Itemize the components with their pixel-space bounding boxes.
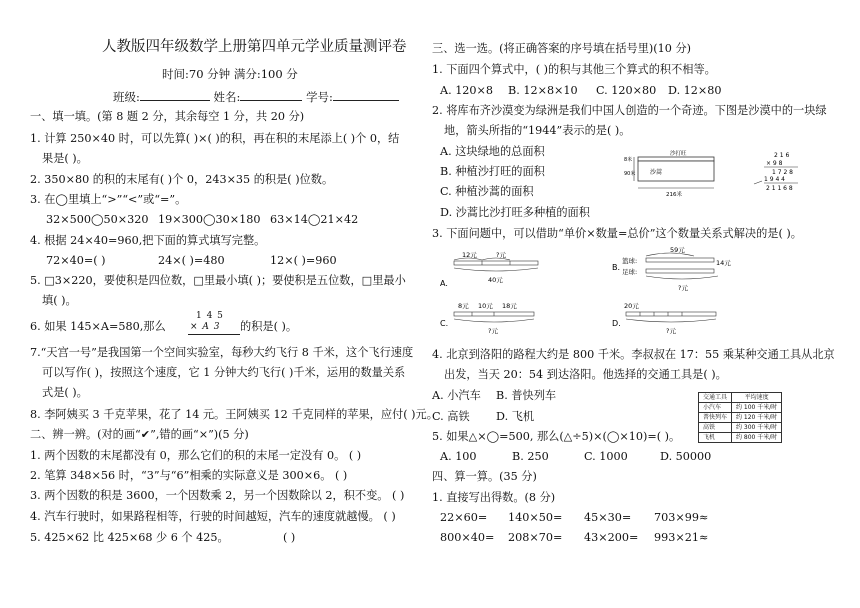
fig-side-bottom: 90米 — [624, 171, 636, 177]
judge-2: 2. 笔算 348×56 时，“3”与“6”相乘的实际意义是 300×6。 ( ) — [30, 469, 348, 482]
choice-1-opt-b: B. 12×8×10 — [508, 84, 578, 97]
diagram-a-l2: ?元 — [496, 251, 506, 259]
calc-item: 140×50= — [508, 511, 563, 524]
q7-line-2: 可以写作( )，按照这个速度，它 1 分钟大约飞行( )千米，运用的数量关系 — [42, 366, 406, 379]
calc-arrow-icon — [754, 181, 762, 184]
page-title: 人教版四年级数学上册第四单元学业质量测评卷 — [102, 39, 407, 55]
choice-4-line-2: 出发，当天 20：54 到达洛阳。他选择的交通工具是( )。 — [444, 368, 727, 381]
calc-row-2: × 9 8 — [766, 160, 783, 167]
choice-1-opt-a: A. 120×8 — [440, 84, 494, 97]
q3-item-1: 32×500◯50×320 — [46, 213, 149, 226]
calc-item: 800×40= — [440, 531, 495, 544]
section-2-title: 二、辨一辨。(对的画“✔”,错的画“×”)(5 分) — [30, 428, 249, 441]
q4-item-3: 12×( )=960 — [270, 254, 337, 267]
speed-table — [698, 392, 782, 443]
q4-item-2: 24×( )=480 — [158, 254, 225, 267]
diagram-c-l4: ?元 — [488, 327, 498, 335]
table-cell: 约 800 千米/时 — [732, 433, 782, 443]
q7-line-3: 式是( )。 — [42, 386, 88, 399]
diagram-c-letter: C. — [440, 319, 449, 328]
calc-row-5: 2 1 1 6 8 — [766, 185, 793, 192]
diagram-d-letter: D. — [612, 319, 621, 328]
q5-line-1: 5. □3×220，要使积是四位数，□里最小填( )；要使积是五位数，□里最小 — [30, 274, 406, 287]
diagram-b-l2: ?元 — [678, 284, 688, 292]
choice-2-line-2: 地，箭头所指的“1944”表示的是( )。 — [444, 124, 631, 137]
table-cell: 飞机 — [699, 433, 732, 443]
calc-item: 703×99≈ — [654, 511, 709, 524]
table-cell: 小汽车 — [699, 403, 732, 413]
name-blank[interactable] — [240, 89, 302, 101]
diagram-c-l1: 8元 — [458, 302, 469, 310]
calc-item: 993×21≈ — [654, 531, 709, 544]
q2: 2. 350×80 的积的末尾有( )个 0，243×35 的积是( )位数。 — [30, 173, 334, 186]
q8: 8. 李阿姨买 3 千克苹果，花了 14 元。王阿姨买 12 千克同样的苹果，应付( )元。 — [30, 408, 438, 421]
diagram-d-l2: ?元 — [666, 327, 676, 335]
name-label: 姓名: — [213, 90, 241, 104]
choice-5-opt-b: B. 250 — [512, 450, 549, 463]
calc-1-title: 1. 直接写出得数。(8 分) — [432, 491, 556, 504]
choice-2-opt-b: B. 种植沙打旺的面积 — [440, 165, 545, 178]
table-cell: 普快列车 — [699, 413, 732, 423]
choice-2-line-1: 2. 将库布齐沙漠变为绿洲是我们中国人创造的一个奇迹。下图是沙漠中的一块绿 — [432, 104, 827, 117]
choice-4-opt-a: A. 小汽车 — [432, 389, 481, 402]
diagram-a-letter: A. — [440, 279, 448, 288]
fig-top-label: 沙打旺 — [670, 151, 687, 157]
diagram-b-basket: 篮球: — [622, 257, 638, 265]
diagram-a-l3: 40元 — [488, 276, 503, 284]
calc-item: 208×70= — [508, 531, 563, 544]
diagram-b-l0: 59元 — [670, 246, 685, 254]
choice-5-opt-a: A. 100 — [440, 450, 477, 463]
fig-side-top: 8米 — [624, 157, 633, 163]
choice-4-line-1: 4. 北京到洛阳的路程大约是 800 千米。李叔叔在 17：55 乘某种交通工具从北京 — [432, 348, 835, 361]
choice-4-opt-c: C. 高铁 — [432, 410, 470, 423]
q1-line-2: 果是( )。 — [42, 152, 88, 165]
section-1-title: 一、填一填。(第 8 题 2 分，其余每空 1 分，共 20 分) — [30, 110, 305, 123]
table-row — [699, 413, 782, 423]
class-label: 班级: — [113, 90, 140, 104]
q5-line-2: 填( )。 — [42, 294, 77, 307]
choice-1-opt-d: D. 12×80 — [668, 84, 722, 97]
id-blank[interactable] — [333, 89, 399, 101]
table-header: 交通工具 — [699, 393, 732, 403]
choice-4-opt-b: B. 普快列车 — [496, 389, 557, 402]
section-4-title: 四、算一算。(35 分) — [432, 470, 537, 483]
judge-1: 1. 两个因数的末尾都没有 0，那么它们的积的末尾一定没有 0。 ( ) — [30, 449, 362, 462]
fig-inner-label: 沙蒿 — [650, 169, 663, 176]
diagram-d-l1: 20元 — [624, 302, 639, 310]
judge-3: 3. 两个因数的积是 3600，一个因数乘 2，另一个因数除以 2，积不变。 ( ) — [30, 489, 405, 502]
q4-item-1: 72×40=( ) — [46, 254, 106, 267]
choice-2-opt-a: A. 这块绿地的总面积 — [440, 145, 545, 158]
fig-bottom-label: 216米 — [666, 192, 682, 198]
q6-suffix: 的积是( )。 — [240, 320, 298, 333]
q6-prefix: 6. 如果 145×A=580,那么 — [30, 320, 166, 333]
diagram-c-l2: 10元 — [478, 302, 493, 310]
table-cell: 高铁 — [699, 423, 732, 433]
calc-item: 43×200= — [584, 531, 639, 544]
choice-3: 3. 下面问题中，可以借助“单价×数量=总价”这个数量关系式解决的是( )。 — [432, 227, 802, 240]
choice-4-opt-d: D. 飞机 — [496, 410, 535, 423]
q3-item-2: 19×300◯30×180 — [158, 213, 261, 226]
table-row — [699, 403, 782, 413]
diagram-b-soccer: 足球: — [622, 268, 638, 276]
diagram-a-l1: 12元 — [462, 251, 477, 259]
id-label: 学号: — [306, 90, 333, 104]
choice-5-opt-d: D. 50000 — [660, 450, 712, 463]
q7-line-1: 7.“天宫一号”是我国第一个空间实验室，每秒大约飞行 8 千米，这个飞行速度 — [30, 346, 414, 359]
table-cell: 约 120 千米/时 — [732, 413, 782, 423]
q3: 3. 在◯里填上“>”“<”或“=”。 — [30, 193, 187, 206]
table-row — [699, 433, 782, 443]
q6-vertical-bottom: × A 3 — [190, 322, 221, 332]
choice-5: 5. 如果△×◯=500, 那么(△÷5)×(◯×10)=( )。 — [432, 430, 681, 443]
calc-item: 22×60= — [440, 511, 488, 524]
choice-5-opt-c: C. 1000 — [584, 450, 628, 463]
judge-5-paren: ( ) — [283, 531, 296, 544]
section-3-title: 三、选一选。(将正确答案的序号填在括号里)(10 分) — [432, 42, 692, 55]
calc-row-4: 1 9 4 4 — [764, 176, 785, 183]
class-blank[interactable] — [140, 89, 210, 101]
table-row — [699, 423, 782, 433]
calc-row-3: 1 7 2 8 — [772, 169, 793, 176]
judge-4: 4. 汽车行驶时，如果路程相等，行驶的时间越短，汽车的速度就越慢。 ( ) — [30, 510, 396, 523]
diagram-b-letter: B. — [612, 263, 621, 272]
judge-5: 5. 425×62 比 425×68 少 6 个 425。 — [30, 531, 229, 544]
calc-row-1: 2 1 6 — [774, 152, 790, 159]
table-header: 平均速度 — [732, 393, 782, 403]
table-header-row — [699, 393, 782, 403]
q6-vertical-top: 1 4 5 — [196, 311, 224, 321]
q6-vertical-line — [188, 334, 240, 335]
diagram-c-l3: 18元 — [502, 302, 517, 310]
table-cell: 约 100 千米/时 — [732, 403, 782, 413]
student-info-line — [113, 89, 399, 104]
q4: 4. 根据 24×40=960,把下面的算式填写完整。 — [30, 234, 266, 247]
choice-1: 1. 下面四个算式中，( )的积与其他三个算式的积不相等。 — [432, 63, 716, 76]
calc-item: 45×30= — [584, 511, 632, 524]
choice-2-opt-c: C. 种植沙蒿的面积 — [440, 185, 534, 198]
green-land-figure — [624, 148, 834, 204]
choice-3-diagrams — [432, 244, 832, 344]
choice-2-opt-d: D. 沙蒿比沙打旺多种植的面积 — [440, 206, 590, 219]
table-cell: 约 300 千米/时 — [732, 423, 782, 433]
q1-line-1: 1. 计算 250×40 时，可以先算( )×( )的积，再在积的末尾添上( )个 0，结 — [30, 132, 400, 145]
q3-item-3: 63×14◯21×42 — [270, 213, 359, 226]
time-score-line: 时间:70 分钟 满分:100 分 — [162, 67, 298, 81]
choice-1-opt-c: C. 120×80 — [596, 84, 657, 97]
diagram-b-l1: 14元 — [716, 259, 731, 267]
